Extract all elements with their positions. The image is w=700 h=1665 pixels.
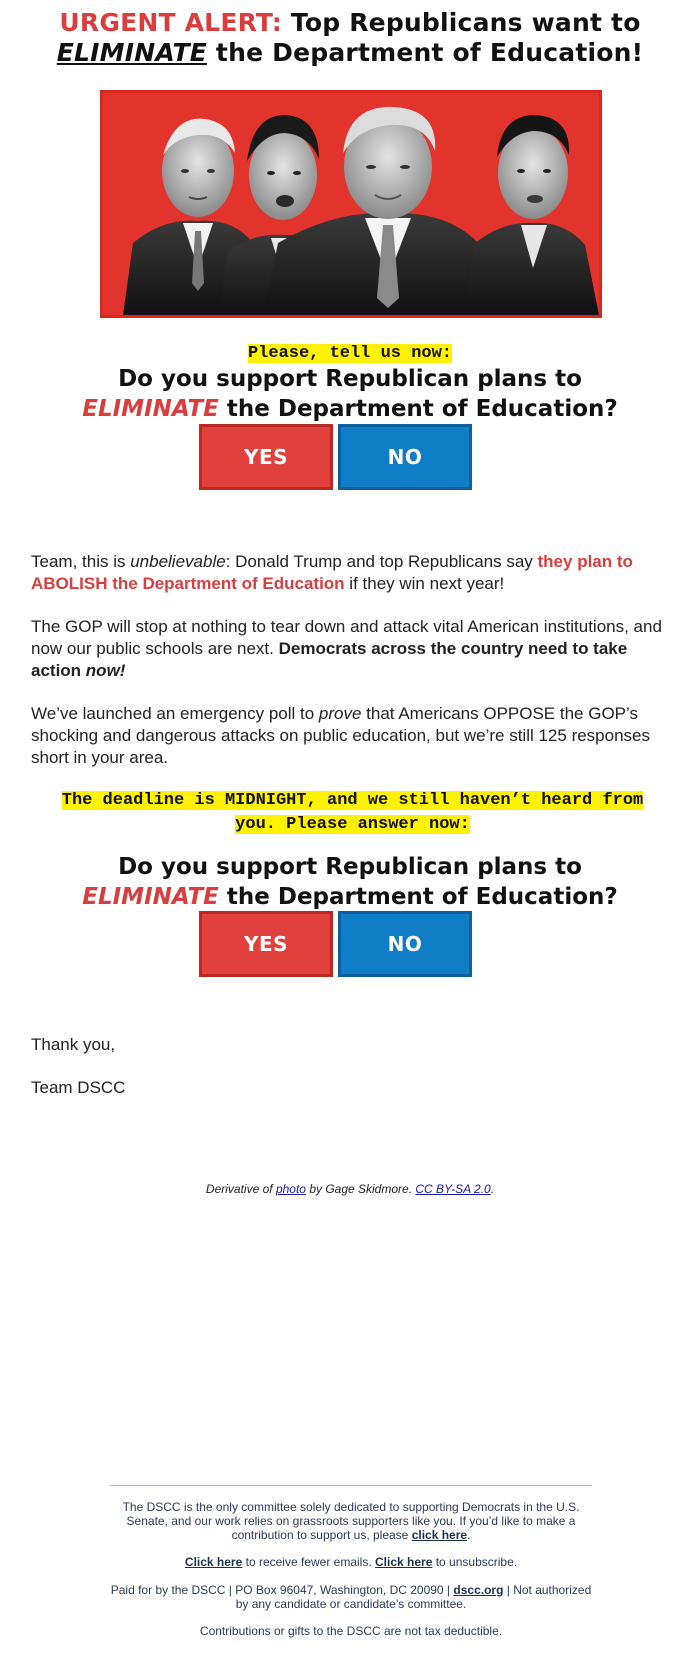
deadline-notice xyxy=(40,788,665,836)
credit-text-b: by Gage Skidmore. xyxy=(305,1182,416,1196)
poll-question-2-line1: Do you support Republican plans to xyxy=(118,854,582,880)
unsubscribe-link[interactable]: Click here xyxy=(375,1555,433,1569)
hero-image[interactable] xyxy=(100,90,602,318)
p3-text-prove: prove xyxy=(318,704,362,723)
p1-text-a: Team, this is xyxy=(31,552,131,571)
signoff-team: Team DSCC xyxy=(31,1078,126,1097)
poll-question-2-line2: the Department of Education? xyxy=(218,884,618,910)
poll-prompt-1-text: Please, tell us now: xyxy=(247,344,453,363)
poll-question-2 xyxy=(30,852,670,912)
signoff-thanks: Thank you, xyxy=(31,1035,116,1054)
photo-link[interactable]: photo xyxy=(275,1182,306,1196)
p1-text-highlight: they plan to ABOLISH the Department of Education xyxy=(31,552,633,593)
footer-divider xyxy=(110,1485,592,1486)
dscc-site-link[interactable]: dscc.org xyxy=(453,1583,504,1597)
poll-2-no-button[interactable]: NO xyxy=(338,911,472,977)
p3-text-a: We’ve launched an emergency poll to xyxy=(31,704,319,723)
credit-text-c: . xyxy=(490,1182,495,1196)
unsubscribe-text: to unsubscribe. xyxy=(432,1555,518,1569)
paid-for-text-a: Paid for by the DSCC | PO Box 96047, Washington, DC 20090 | xyxy=(110,1583,454,1597)
poll-2-yes-button[interactable]: YES xyxy=(199,911,333,977)
poll-1-no-button[interactable]: NO xyxy=(338,424,472,490)
poll-question-2-emphasis: ELIMINATE xyxy=(82,884,219,910)
footer-paid-for xyxy=(110,1583,592,1611)
p2-text-bold: Democrats across the country need to take action xyxy=(31,639,628,680)
footer-about-text: The DSCC is the only committee solely dedicated to supporting Democrats in the U.S. Senate, and our work relies on grassroots supporters like you. If you’d like to make a contribution to support us, please xyxy=(122,1500,580,1542)
poll-question-1 xyxy=(30,364,670,424)
p3-text-c: that Americans OPPOSE the GOP’s shocking and dangerous attacks on public education, but we’re still 125 responses short in your area. xyxy=(31,704,650,767)
poll-1-yes-button[interactable]: YES xyxy=(199,424,333,490)
headline-alert: URGENT ALERT: xyxy=(59,8,283,37)
photo-credit xyxy=(0,1182,700,1196)
deadline-notice-text: The deadline is MIDNIGHT, and we still haven’t heard from you. Please answer now: xyxy=(61,791,644,834)
footer-email-prefs xyxy=(110,1555,592,1569)
contribute-link[interactable]: click here xyxy=(411,1528,468,1542)
fewer-emails-link[interactable]: Click here xyxy=(184,1555,243,1569)
headline-emphasis: ELIMINATE xyxy=(56,38,208,67)
body-paragraph-2 xyxy=(31,616,676,682)
body-paragraph-3 xyxy=(31,703,676,769)
poll-question-1-emphasis: ELIMINATE xyxy=(82,396,219,422)
poll-question-1-line2: the Department of Education? xyxy=(218,396,618,422)
footer-tax-note: Contributions or gifts to the DSCC are not tax deductible. xyxy=(199,1624,503,1638)
footer-about-end: . xyxy=(467,1528,471,1542)
p1-text-e: if they win next year! xyxy=(344,574,505,593)
fewer-emails-text: to receive fewer emails. xyxy=(242,1555,375,1569)
p1-text-b: unbelievable xyxy=(130,552,226,571)
headline xyxy=(30,8,670,68)
paid-for-text-b: | Not authorized by any candidate or candidate’s committee. xyxy=(235,1583,592,1611)
p1-text-c: : Donald Trump and top Republicans say xyxy=(225,552,538,571)
p2-text-a: The GOP will stop at nothing to tear down and attack vital American institutions, and now our public schools are next. xyxy=(31,617,662,658)
p2-text-now: now! xyxy=(85,661,126,680)
hero-photo-illustration xyxy=(103,93,599,315)
headline-middle: Top Republicans want to xyxy=(282,8,641,37)
license-link[interactable]: CC BY-SA 2.0 xyxy=(415,1182,491,1196)
body-paragraph-1 xyxy=(31,551,676,595)
credit-text-a: Derivative of xyxy=(205,1182,276,1196)
poll-prompt-1 xyxy=(0,343,700,365)
poll-question-1-line1: Do you support Republican plans to xyxy=(118,366,582,392)
headline-suffix: the Department of Education! xyxy=(207,38,644,67)
footer-about xyxy=(110,1500,592,1542)
